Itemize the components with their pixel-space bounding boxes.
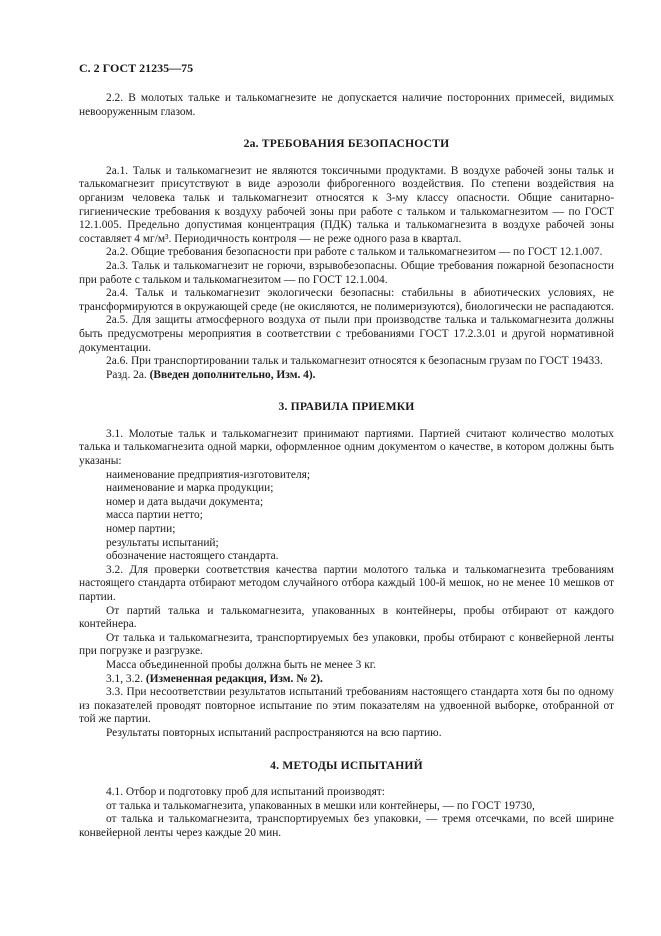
page-header: С. 2 ГОСТ 21235—75 xyxy=(79,61,194,75)
paragraph-2a-6: 2а.6. При транспортировании тальк и талькомагнезит относятся к безопасным грузам по ГОСТ 19433. xyxy=(106,355,603,368)
paragraph-4-1-unpacked: от талька и талькомагнезита, транспортируемых без упаковки, — тремя отсечками, по всей ширине конвейерной ленты через каждые 20 мин. xyxy=(79,813,614,839)
paragraph-2a-5: 2а.5. Для защиты атмосферного воздуха от пыли при производстве талька и талькомагнезита должны быть предусмотрены мероприятия в соответствии с требованиями ГОСТ 17.2.3.01 и другой нормативной документации. xyxy=(79,314,614,354)
document-body xyxy=(79,92,614,841)
section-2a-amendment-note xyxy=(79,369,614,383)
paragraph-2a-4: 2а.4. Тальк и талькомагнезит экологически безопасны: стабильны в абиотических условиях, не трансформируются в окружающей среде (не окисляются, не полимеризуются), биологически не распадаются. xyxy=(79,287,614,313)
list-item: номер партии; xyxy=(106,523,176,536)
amendment-prefix: 3.1, 3.2. xyxy=(106,672,144,685)
paragraph-3-2-containers: От партий талька и талькомагнезита, упакованных в контейнеры, пробы отбирают от каждого контейнера. xyxy=(79,604,614,631)
paragraph-2a-1: 2а.1. Тальк и талькомагнезит не являются токсичными продуктами. В воздухе рабочей зоны тальк и талькомагнезит присутствуют в виде аэрозоли фиброгенного воздействия. По степени воздействия на организм человека тальк и талькомагнезит относятся к 3-му классу опасности. Общие санитарно-гигиенические требования к воздуху рабочей зоны при работе с тальком и талькомагнезитом — по ГОСТ 12.1.005. Предельно допустимая концентрация (ПДК) талька и талькомагнезита в воздухе рабочей зоны составляет 4 мг/м³. Периодичность контроля — не реже одного раза в квартал. xyxy=(79,164,614,245)
paragraph-3-3-result: Результаты повторных испытаний распространяются на всю партию. xyxy=(106,726,442,739)
paragraph-3-3: 3.3. При несоответствии результатов испытаний требованиям настоящего стандарта хотя бы по одному из показателей проводят повторное испытание по этим показателям на удвоенной выборке, отобранной от той же партии. xyxy=(79,686,614,726)
amendment-text: (Введен дополнительно, Изм. 4). xyxy=(149,368,316,381)
amendment-prefix: Разд. 2а. xyxy=(106,368,147,381)
list-item: обозначение настоящего стандарта. xyxy=(106,550,279,563)
paragraph-2a-3: 2а.3. Тальк и талькомагнезит не горючи, взрывобезопасны. Общие требования пожарной безопасности при работе с тальком и талькомагнезитом — по ГОСТ 12.1.004. xyxy=(79,259,614,286)
paragraph-3-2-mass: Масса объединенной пробы должна быть не менее 3 кг. xyxy=(106,658,376,671)
paragraph-2a-2: 2а.2. Общие требования безопасности при работе с тальком и талькомагнезитом — по ГОСТ 12.1.007. xyxy=(106,246,603,259)
section-4-title: 4. МЕТОДЫ ИСПЫТАНИЙ xyxy=(270,758,423,772)
paragraph-4-1: 4.1. Отбор и подготовку проб для испытаний производят: xyxy=(106,786,385,799)
paragraph-2-2: 2.2. В молотых тальке и талькомагнезите не допускается наличие посторонних примесей, видимых невооруженным глазом. xyxy=(79,92,614,118)
section-3-title: 3. ПРАВИЛА ПРИЕМКИ xyxy=(278,400,415,414)
list-item: наименование и марка продукции; xyxy=(106,482,274,495)
paragraph-3-2: 3.2. Для проверки соответствия качества партии молотого талька и талькомагнезита требованиям настоящего стандарта отбирают методом случайного отбора каждый 100-й мешок, но не менее 10 мешков от партии. xyxy=(79,563,614,603)
paragraph-3-2-unpacked: От талька и талькомагнезита, транспортируемых без упаковки, пробы отбирают с конвейерной ленты при погрузке и разгрузке. xyxy=(79,631,614,658)
section-2a-title: 2а. ТРЕБОВАНИЯ БЕЗОПАСНОСТИ xyxy=(243,137,450,151)
list-item: наименование предприятия-изготовителя; xyxy=(106,468,311,481)
paragraph-3-1: 3.1. Молотые тальк и талькомагнезит принимают партиями. Партией считают количество молотых талька и талькомагнезита одной марки, оформленное одним документом о качестве, в котором должны быть указаны: xyxy=(79,427,614,468)
paragraph-4-1-packed: от талька и талькомагнезита, упакованных в мешки или контейнеры, — по ГОСТ 19730, xyxy=(106,799,535,812)
list-item: номер и дата выдачи документа; xyxy=(106,495,264,508)
list-item: результаты испытаний; xyxy=(106,536,219,549)
amendment-text: (Измененная редакция, Изм. № 2). xyxy=(145,672,323,685)
section-3-amendment-note xyxy=(79,673,614,687)
list-item: масса партии нетто; xyxy=(106,509,203,522)
